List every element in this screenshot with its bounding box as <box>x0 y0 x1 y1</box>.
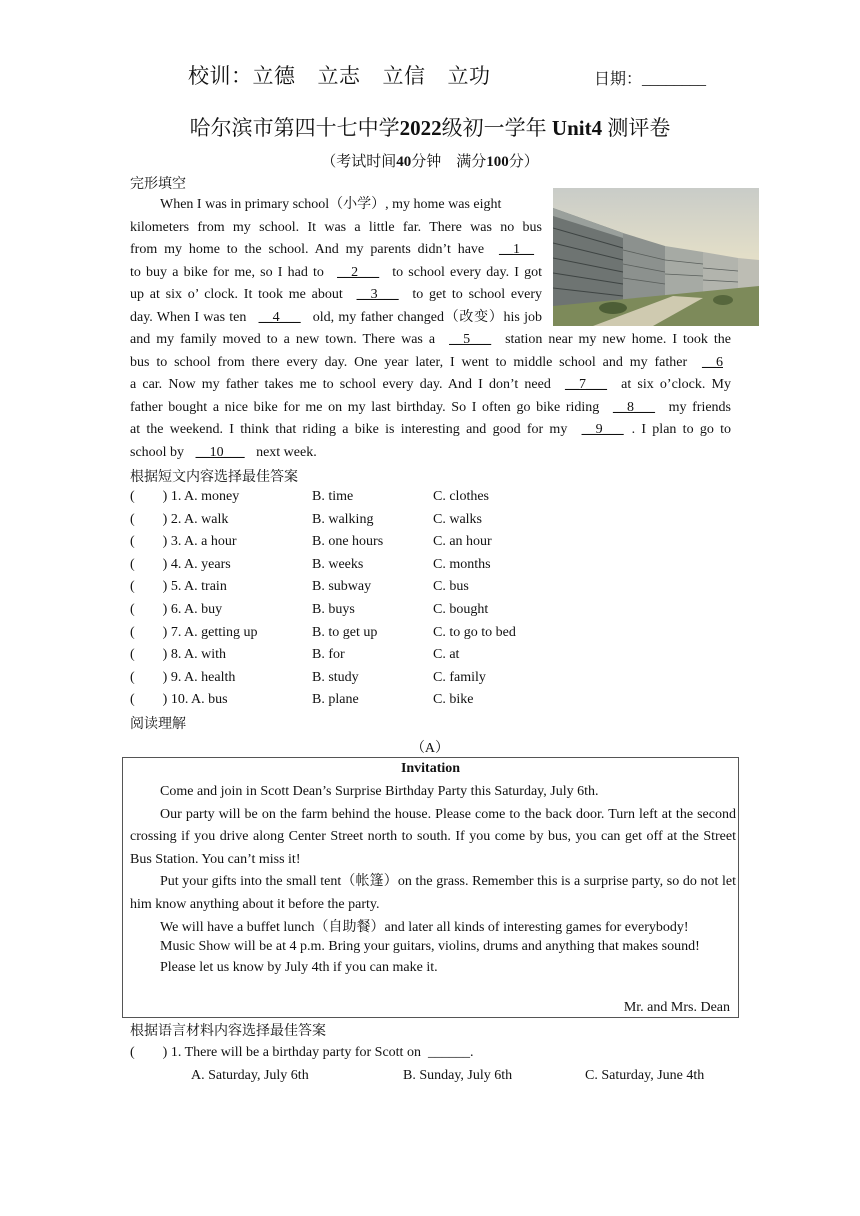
cloze-instruction: 根据短文内容选择最佳答案 <box>130 470 298 485</box>
passage-line <box>130 262 542 285</box>
question-option-b: B. time <box>312 489 354 504</box>
passage-line <box>130 217 542 240</box>
page-title <box>0 112 860 142</box>
cloze-section-title: 完形填空 <box>130 177 186 192</box>
passage-text: to school every day. I got <box>387 264 542 280</box>
question-option-c: C. walks <box>433 511 482 527</box>
question-option-a: ( ) 5. A. train <box>130 579 227 595</box>
invitation-paragraph: Music Show will be at 4 p.m. Bring your guitars, violins, drums and anything that makes sound! <box>160 939 700 955</box>
question-option-a: ( ) 3. A. a hour <box>130 534 237 550</box>
question-option-b: B. to get up <box>312 624 378 640</box>
motto-item: 立志 <box>317 64 361 88</box>
building-photo <box>553 188 759 326</box>
question-option-b: B. plane <box>312 692 359 708</box>
reading-instruction: 根据语言材料内容选择最佳答案 <box>130 1024 326 1039</box>
title-year: 2022 <box>399 116 442 140</box>
passage-text: day. When I was ten <box>130 309 251 325</box>
reading-section-title: 阅读理解 <box>130 717 186 732</box>
passage-line <box>130 397 731 420</box>
apartment-buildings-image <box>553 188 759 326</box>
blank-8: __8___ <box>612 399 655 415</box>
passage-text: When I was in primary school（小学）, my home was eight <box>160 197 502 212</box>
question-option-c: C. to go to bed <box>433 624 516 640</box>
reading-q1-option-c: C. Saturday, June 4th <box>585 1068 705 1083</box>
passage-line <box>130 194 542 217</box>
passage-text: father bought a nice bike for me on my last birthday. So I often go bike riding <box>130 399 605 415</box>
question-option-c: C. bus <box>433 579 469 595</box>
title-prefix: 哈尔滨市第四十七中学 <box>189 116 400 140</box>
blank-1: __1__ <box>499 242 534 258</box>
subtitle-minutes: 40 <box>396 154 412 170</box>
invitation-title: Invitation <box>400 761 461 776</box>
passage-text: old, my father changed（改变）his job <box>308 309 542 325</box>
question-option-a: ( ) 2. A. walk <box>130 511 229 527</box>
passage-text: up at six o’ clock. It took me about <box>130 287 349 303</box>
subtitle-score: 100 <box>486 154 509 170</box>
question-option-b: B. weeks <box>312 556 364 572</box>
invitation-paragraph: We will have a buffet lunch（自助餐）and later all kinds of interesting games for everybody! <box>160 919 689 935</box>
blank-10: __10___ <box>195 444 245 460</box>
passage-text: school by <box>130 444 188 460</box>
question-option-a: ( ) 4. A. years <box>130 556 231 572</box>
question-option-a: ( ) 1. A. money <box>130 489 240 504</box>
question-option-b: B. study <box>312 669 359 685</box>
question-option-a: ( ) 6. A. buy <box>130 602 223 617</box>
question-option-c: C. bike <box>433 692 474 708</box>
cloze-passage-bottom <box>130 329 731 465</box>
question-option-c: C. months <box>433 556 491 572</box>
question-option-c: C. family <box>433 669 486 685</box>
question-option-b: B. buys <box>312 602 355 617</box>
title-suffix: 测评卷 <box>607 116 671 140</box>
passage-text: bus to school from there every day. One year later, I went to middle school and my father <box>130 354 694 370</box>
passage-text: at six o’clock. My <box>615 377 731 393</box>
date-field: 日期：________ <box>594 71 707 88</box>
subtitle-close: 分） <box>508 154 539 170</box>
page-subtitle <box>0 150 860 171</box>
passage-line <box>130 329 731 352</box>
title-middle: 级初一学年 <box>441 116 547 140</box>
question-option-a: ( ) 9. A. health <box>130 669 236 685</box>
invitation-signature: Mr. and Mrs. Dean <box>623 1000 730 1015</box>
passage-text: a car. Now my father takes me to school every day. And I don’t need <box>130 377 558 393</box>
question-option-c: C. at <box>433 647 460 663</box>
passage-text: kilometers from my school. It was a little far. There was no bus <box>130 219 542 235</box>
passage-text: station near my new home. I took the <box>499 332 731 347</box>
invitation-box <box>122 757 739 1018</box>
question-option-b: B. walking <box>312 511 374 527</box>
passage-line <box>130 442 731 465</box>
invitation-paragraph: Please let us know by July 4th if you can make it. <box>160 960 438 976</box>
question-option-c: C. an hour <box>433 534 492 550</box>
reading-q1-option-a: A. Saturday, July 6th <box>191 1068 309 1083</box>
question-option-a: ( ) 10. A. bus <box>130 692 228 708</box>
title-unit: Unit4 <box>551 116 603 140</box>
passage-line <box>130 284 542 307</box>
reading-q1-option-b: B. Sunday, July 6th <box>403 1068 513 1083</box>
blank-3: __3___ <box>356 287 399 303</box>
passage-text: to buy a bike for me, so I had to <box>130 264 330 280</box>
question-option-c: C. bought <box>433 602 489 617</box>
reading-part-label: （A） <box>410 741 450 756</box>
subtitle-middle: 分钟 满分 <box>411 154 487 170</box>
subtitle-open: （考试时间 <box>321 154 397 170</box>
passage-line <box>130 239 542 262</box>
passage-text: . I plan to go to <box>631 422 731 438</box>
cloze-passage-top <box>130 194 542 330</box>
blank-5: __5___ <box>449 332 492 347</box>
passage-text: my friends <box>662 399 731 415</box>
passage-line <box>130 419 731 442</box>
motto-item: 立功 <box>447 64 491 88</box>
passage-text: at the weekend. I think that riding a bike is interesting and good for my <box>130 422 574 438</box>
motto-label: 校训： <box>188 64 253 88</box>
question-option-b: B. subway <box>312 579 372 595</box>
invitation-body <box>130 781 736 980</box>
motto-item: 立德 <box>252 64 296 88</box>
blank-6: __6 <box>702 354 723 370</box>
school-motto <box>188 60 513 90</box>
blank-4: __4___ <box>258 309 301 325</box>
passage-text: next week. <box>252 444 317 460</box>
reading-question-1: ( ) 1. There will be a birthday party for Scott on ______. <box>130 1045 474 1060</box>
passage-text: to get to school every <box>406 287 542 303</box>
invitation-paragraph: Our party will be on the farm behind the house. Please come to the back door. Turn left at the second crossing if you drive along Center Street north to south. If you come by bus, you can get off at the Street Bus Station. You can’t miss it! <box>130 806 736 867</box>
passage-text: and my family moved to a new town. There was a <box>130 332 442 347</box>
passage-text: from my home to the school. And my parents didn’t have <box>130 242 491 258</box>
blank-9: __9___ <box>581 422 624 438</box>
blank-2: __2___ <box>337 264 380 280</box>
invitation-paragraph: Put your gifts into the small tent（帐篷）on the grass. Remember this is a surprise party, so do not let him know anything about it before the party. <box>130 874 736 912</box>
motto-item: 立信 <box>382 64 426 88</box>
passage-line <box>130 352 731 375</box>
question-option-b: B. one hours <box>312 534 384 550</box>
passage-line <box>130 307 542 330</box>
blank-7: __7___ <box>565 377 608 393</box>
question-option-c: C. clothes <box>433 489 489 504</box>
question-option-a: ( ) 7. A. getting up <box>130 624 258 640</box>
question-option-a: ( ) 8. A. with <box>130 647 227 663</box>
question-option-b: B. for <box>312 647 345 663</box>
invitation-paragraph: Come and join in Scott Dean’s Surprise Birthday Party this Saturday, July 6th. <box>160 784 599 799</box>
passage-line <box>130 374 731 397</box>
